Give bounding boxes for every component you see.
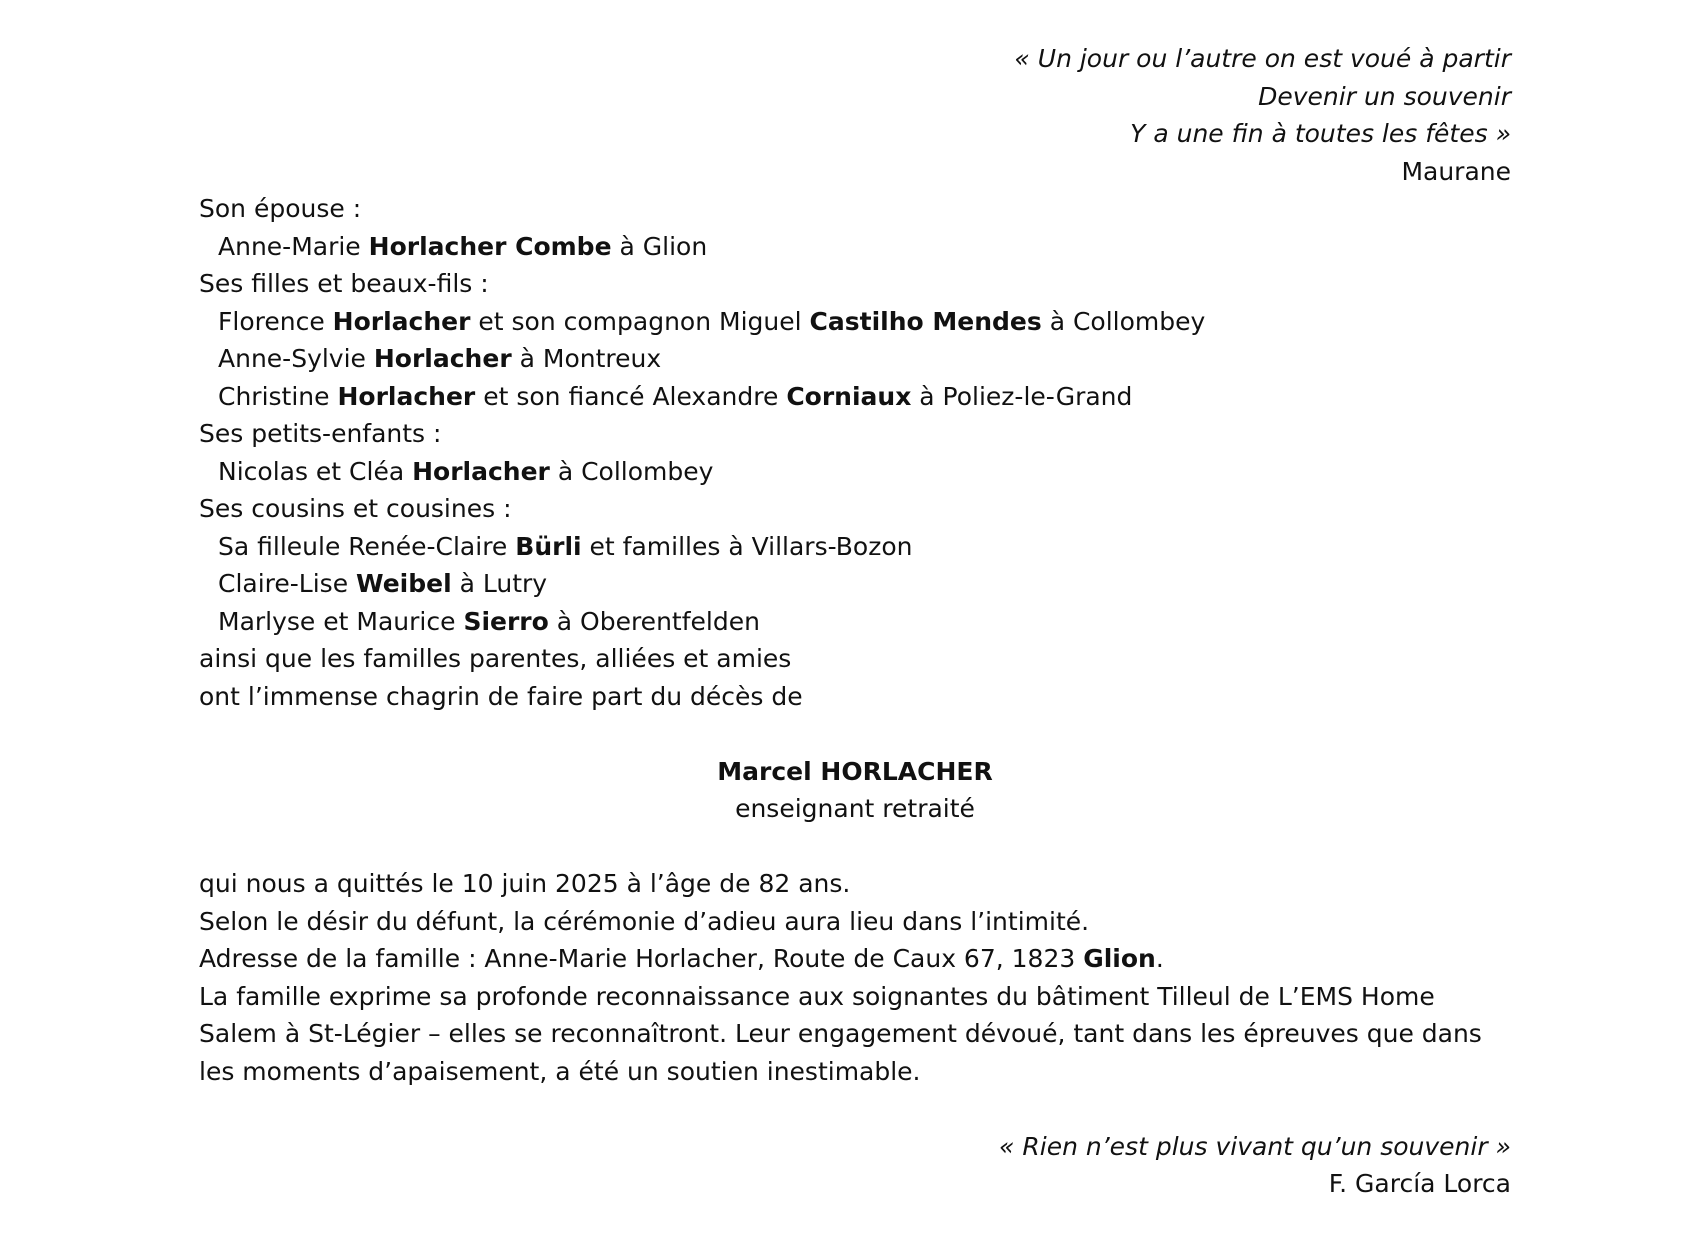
cousin-entry: Sa filleule Renée-Claire Bürli et familles à Villars-Bozon (218, 531, 913, 561)
cousin-entry: Marlyse et Maurice Sierro à Oberentfelden (218, 606, 760, 636)
daughter-entry: Anne-Sylvie Horlacher à Montreux (218, 344, 662, 373)
daughter-entry: Christine Horlacher et son fiancé Alexandre Corniaux à Poliez-le-Grand (218, 381, 1133, 411)
spouse-entry: Anne-Marie Horlacher Combe à Glion (218, 231, 708, 261)
epigraph-top-line: Devenir un souvenir (1258, 81, 1511, 111)
epigraph-top-line: Y a une fin à toutes les fêtes » (1130, 119, 1511, 148)
closing-line: ainsi que les familles parentes, alliées et amies (199, 644, 792, 673)
daughters-heading: Ses filles et beaux-fils : (199, 269, 489, 298)
deceased-title: enseignant retraité (735, 794, 975, 823)
epigraph-bottom-line: « Rien n’est plus vivant qu’un souvenir » (999, 1131, 1511, 1161)
thanks-line: les moments d’apaisement, a été un soutien inestimable. (199, 1056, 921, 1086)
body-line: Selon le désir du défunt, la cérémonie d’adieu aura lieu dans l’intimité. (199, 906, 1090, 936)
thanks-line: Salem à St-Légier – elles se reconnaîtront. Leur engagement dévoué, tant dans les épreuves que dans (199, 1019, 1482, 1048)
deceased-name: Marcel HORLACHER (717, 756, 993, 786)
body-line: qui nous a quittés le 10 juin 2025 à l’âge de 82 ans. (199, 869, 851, 898)
epigraph-top-author: Maurane (1401, 156, 1511, 186)
daughter-entry: Florence Horlacher et son compagnon Miguel Castilho Mendes à Collombey (218, 306, 1206, 336)
epigraph-bottom-author: F. García Lorca (1328, 1169, 1511, 1198)
spouse-heading: Son épouse : (199, 194, 362, 223)
epigraph-top-line: « Un jour ou l’autre on est voué à partir (1014, 44, 1511, 73)
cousins-heading: Ses cousins et cousines : (199, 494, 512, 523)
address-line: Adresse de la famille : Anne-Marie Horlacher, Route de Caux 67, 1823 Glion. (199, 944, 1164, 973)
cousin-entry: Claire-Lise Weibel à Lutry (218, 569, 548, 598)
thanks-line: La famille exprime sa profonde reconnaissance aux soignantes du bâtiment Tilleul de L’EMS Home (199, 981, 1435, 1011)
obituary-page (199, 40, 1511, 1203)
grandchildren-heading: Ses petits-enfants : (199, 419, 442, 448)
closing-line: ont l’immense chagrin de faire part du décès de (199, 681, 803, 711)
grandchildren-entry: Nicolas et Cléa Horlacher à Collombey (218, 456, 714, 486)
